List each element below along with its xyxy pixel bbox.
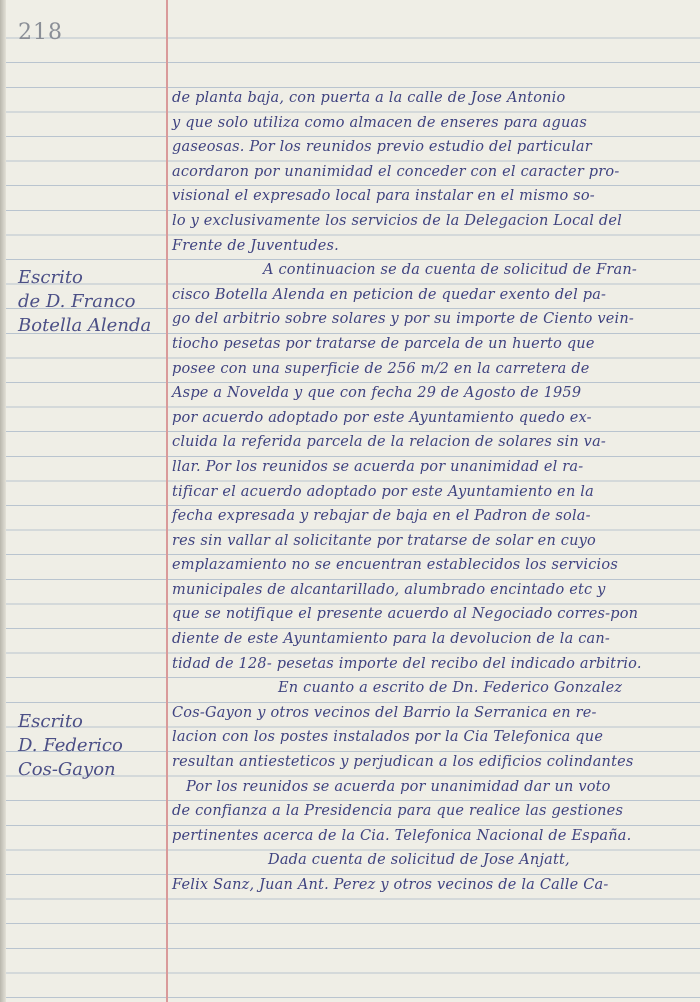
text-line: y que solo utiliza como almacen de enseres para aguas xyxy=(172,114,588,131)
text-line: visional el expresado local para instalar en el mismo so- xyxy=(172,188,595,205)
text-line: Dada cuenta de solicitud de Jose Anjatt, xyxy=(268,852,570,869)
text-line: tificar el acuerdo adoptado por este Ayuntamiento en la xyxy=(172,483,594,500)
margin-note-botella: Escrito de D. Franco Botella Alenda xyxy=(18,267,152,336)
page-binding xyxy=(0,0,6,1002)
text-line: resultan antiesteticos y perjudican a los edificios colindantes xyxy=(172,754,634,771)
text-line: llar. Por los reunidos se acuerda por unanimidad el ra- xyxy=(172,458,584,475)
text-line: acordaron por unanimidad el conceder con el caracter pro- xyxy=(172,163,620,180)
text-line: cluida la referida parcela de la relacion de solares sin va- xyxy=(172,434,607,451)
text-line: res sin vallar al solicitante por tratarse de solar en cuyo xyxy=(172,532,596,549)
text-line: diente de este Ayuntamiento para la devolucion de la can- xyxy=(172,631,611,648)
page-number: 218 xyxy=(18,20,63,45)
text-line: posee con una superficie de 256 m/2 en la carretera de xyxy=(172,360,590,377)
text-line: gaseosas. Por los reunidos previo estudio del particular xyxy=(172,139,592,156)
text-line: Aspe a Novelda y que con fecha 29 de Agosto de 1959 xyxy=(172,385,582,402)
text-line: tiocho pesetas por tratarse de parcela de un huerto que xyxy=(172,335,595,352)
text-line: municipales de alcantarillado, alumbrado encintado etc y xyxy=(172,581,606,598)
text-line: que se notifique el presente acuerdo al Negociado corres-pon xyxy=(172,606,639,623)
text-line: emplazamiento no se encuentran establecidos los servicios xyxy=(172,557,618,574)
text-line: de planta baja, con puerta a la calle de Jose Antonio xyxy=(172,90,566,106)
text-line: tidad de 128- pesetas importe del recibo del indicado arbitrio. xyxy=(172,655,642,672)
margin-note-cos-gayon: Escrito D. Federico Cos-Gayon xyxy=(18,711,123,780)
text-line: Frente de Juventudes. xyxy=(172,237,339,254)
text-line: lacion con los postes instalados por la Cia Telefonica que xyxy=(172,729,604,746)
text-line: En cuanto a escrito de Dn. Federico Gonzalez xyxy=(278,680,623,697)
text-line: fecha expresada y rebajar de baja en el Padron de sola- xyxy=(172,508,591,525)
text-line: pertinentes acerca de la Cia. Telefonica Nacional de España. xyxy=(172,827,632,844)
text-line: A continuacion se da cuenta de solicitud de Fran- xyxy=(263,262,637,279)
text-line: cisco Botella Alenda en peticion de quedar exento del pa- xyxy=(172,286,607,303)
text-line: lo y exclusivamente los servicios de la Delegacion Local del xyxy=(172,212,622,229)
text-line: Cos-Gayon y otros vecinos del Barrio la Serranica en re- xyxy=(172,704,597,721)
text-line: por acuerdo adoptado por este Ayuntamiento quedo ex- xyxy=(172,409,592,426)
text-line: go del arbitrio sobre solares y por su importe de Ciento vein- xyxy=(172,311,634,328)
handwritten-minutes xyxy=(168,86,693,898)
text-line: Por los reunidos se acuerda por unanimidad dar un voto xyxy=(186,778,611,795)
text-line: de confianza a la Presidencia para que realice las gestiones xyxy=(172,803,624,820)
text-line: Felix Sanz, Juan Ant. Perez y otros vecinos de la Calle Ca- xyxy=(172,877,609,893)
